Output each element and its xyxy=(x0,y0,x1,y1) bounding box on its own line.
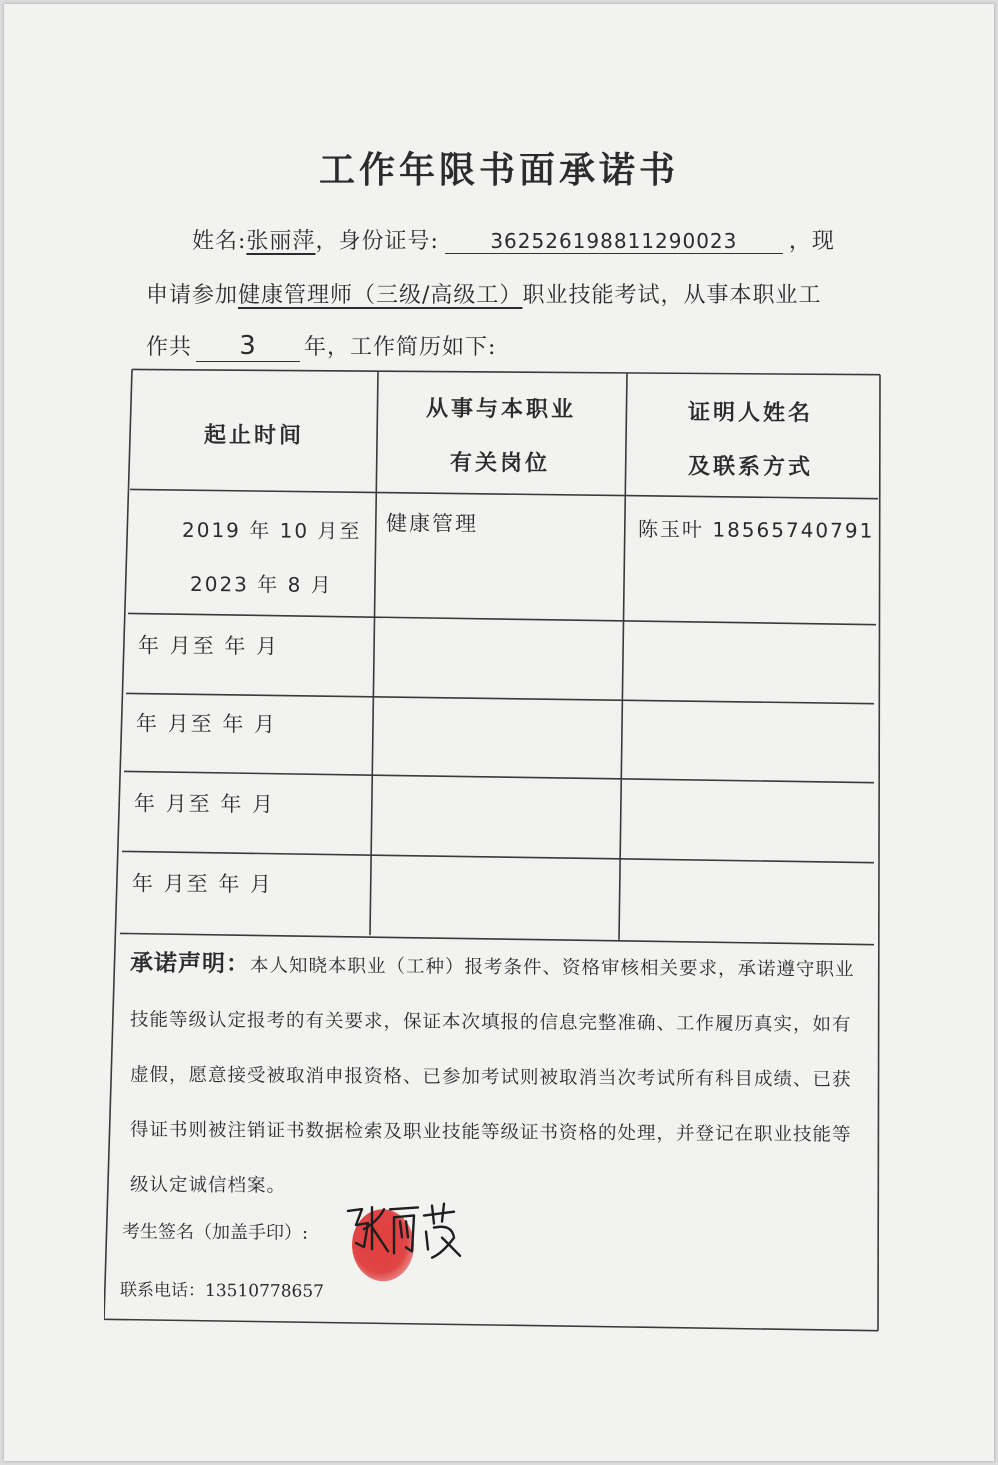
row1-period-end: 2023 年 8 月 xyxy=(190,571,333,597)
years-suffix: 年，工作简历如下: xyxy=(304,335,497,360)
signature-label: 考生签名（加盖手印）: xyxy=(122,1221,309,1244)
exam-name: 健康管理师（三级/高级工） xyxy=(238,283,523,308)
row4-period: 年 月至 年 月 xyxy=(134,791,276,817)
declaration-text xyxy=(130,935,870,1217)
years-field: 3 xyxy=(196,331,300,362)
header-period: 起止时间 xyxy=(204,421,305,449)
row3-period: 年 月至 年 月 xyxy=(136,711,278,737)
phone-label: 联系电话： xyxy=(120,1280,205,1301)
intro-line-1 xyxy=(192,224,835,255)
header-witness-line2: 及联系方式 xyxy=(688,453,814,481)
document-title: 工作年限书面承诺书 xyxy=(318,149,679,191)
row1-position: 健康管理 xyxy=(386,511,478,536)
header-position-line2: 有关岗位 xyxy=(450,449,551,477)
id-number-field: 362526198811290023 xyxy=(445,229,783,254)
intro-suffix: ，现 xyxy=(788,229,835,254)
header-witness-line1: 证明人姓名 xyxy=(688,399,814,427)
declaration-body: 本人知晓本职业（工种）报考条件、资格审核相关要求，承诺遵守职业技能等级认定报考的有关要求，保证本次填报的信息完整准确、工作履历真实，如有虚假，愿意接受被取消申报资格、已参加考试则被取消当次考试所有科目成绩、已获得证书则被注销证书数据检索及职业技能等级证书资格的处理，并登记在职业技能等级认定诚信档案。 xyxy=(130,955,855,1197)
row5-period: 年 月至 年 月 xyxy=(132,871,274,897)
row1-witness: 陈玉叶 18565740791 xyxy=(638,517,875,543)
header-position-line1: 从事与本职业 xyxy=(426,395,577,423)
row2-period: 年 月至 年 月 xyxy=(138,633,280,659)
id-label: ，身份证号: xyxy=(315,229,439,254)
handwritten-signature xyxy=(342,1197,462,1268)
intro-line-3 xyxy=(146,330,496,362)
row1-period-start: 2019 年 10 月至 xyxy=(182,517,362,544)
phone-value: 13510778657 xyxy=(205,1280,324,1302)
name-label: 姓名: xyxy=(192,229,247,254)
apply-prefix: 申请参加 xyxy=(146,283,239,308)
name-value: 张丽萍 xyxy=(246,229,316,254)
intro-line-2 xyxy=(146,278,821,309)
years-prefix: 作共 xyxy=(146,335,193,360)
apply-suffix: 职业技能考试，从事本职业工 xyxy=(522,283,822,308)
phone-row xyxy=(120,1275,324,1301)
work-history-form xyxy=(104,363,882,1336)
declaration-heading: 承诺声明： xyxy=(130,949,250,978)
